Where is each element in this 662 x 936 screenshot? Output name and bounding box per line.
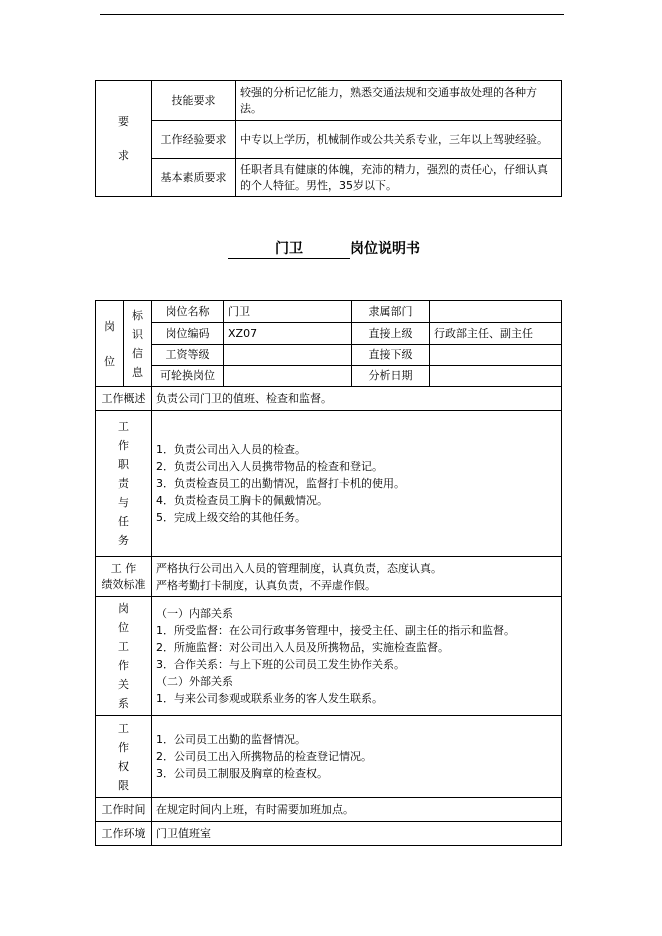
duties-label: 工 作 职 责 与 任 务 — [96, 411, 152, 557]
worktime-value: 在规定时间内上班，有时需要加班加点。 — [152, 798, 562, 822]
grade-label: 工资等级 — [152, 345, 224, 366]
list-item: 1．公司员工出勤的监督情况。 — [156, 733, 306, 746]
list-item: 2．所施监督：对公司出入人员及所携物品，实施检查监督。 — [156, 641, 449, 654]
list-item: 5．完成上级交给的其他任务。 — [156, 511, 306, 524]
relations-label: 岗 位 工 作 关 系 — [96, 597, 152, 716]
authority-list — [152, 716, 562, 798]
requirements-label: 要 求 — [96, 81, 152, 197]
info-group-label: 岗 位 — [96, 301, 124, 387]
list-item: 3．负责检查员工的出勤情况，监督打卡机的使用。 — [156, 477, 405, 490]
rotate-value — [224, 366, 352, 387]
skill-value: 较强的分析记忆能力，熟悉交通法规和交通事故处理的各种方法。 — [236, 81, 562, 121]
list-item: 1．负责公司出入人员的检查。 — [156, 443, 306, 456]
environment-value: 门卫值班室 — [152, 822, 562, 846]
requirements-table — [95, 80, 562, 197]
relations-list — [152, 597, 562, 716]
overview-value: 负责公司门卫的值班、检查和监督。 — [152, 387, 562, 411]
code-value: XZ07 — [224, 323, 352, 345]
list-item: 1．与来公司参观或联系业务的客人发生联系。 — [156, 692, 383, 705]
superior-label: 直接上级 — [352, 323, 430, 345]
date-value — [430, 366, 562, 387]
skill-label: 技能要求 — [152, 81, 236, 121]
duties-list — [152, 411, 562, 557]
rotate-label: 可轮换岗位 — [152, 366, 224, 387]
name-value: 门卫 — [224, 301, 352, 323]
list-item: 严格考勤打卡制度，认真负责，不弄虚作假。 — [156, 578, 376, 592]
list-item: 2．负责公司出入人员携带物品的检查和登记。 — [156, 460, 383, 473]
list-item: 3．合作关系：与上下班的公司员工发生协作关系。 — [156, 658, 405, 671]
grade-value — [224, 345, 352, 366]
header-rule — [100, 14, 564, 15]
list-item: 3．公司员工制服及胸章的检查权。 — [156, 767, 328, 780]
list-item: 1．所受监督：在公司行政事务管理中，接受主任、副主任的指示和监督。 — [156, 624, 515, 637]
environment-label: 工作环境 — [96, 822, 152, 846]
quality-value: 任职者具有健康的体魄，充沛的精力，强烈的责任心，仔细认真的个人特征。男性，35岁以下。 — [236, 159, 562, 197]
section-title: （一）内部关系 — [156, 607, 233, 620]
list-item: 严格执行公司出入人员的管理制度，认真负责，态度认真。 — [156, 561, 442, 575]
subordinate-label: 直接下级 — [352, 345, 430, 366]
overview-label: 工作概述 — [96, 387, 152, 411]
code-label: 岗位编码 — [152, 323, 224, 345]
quality-label: 基本素质要求 — [152, 159, 236, 197]
list-item: 4．负责检查员工胸卡的佩戴情况。 — [156, 494, 328, 507]
job-description-table — [95, 300, 562, 846]
name-label: 岗位名称 — [152, 301, 224, 323]
page-title — [228, 238, 528, 259]
experience-value: 中专以上学历，机械制作或公共关系专业，三年以上驾驶经验。 — [236, 121, 562, 159]
worktime-label: 工作时间 — [96, 798, 152, 822]
title-position: 门卫 — [228, 238, 350, 259]
date-label: 分析日期 — [352, 366, 430, 387]
subordinate-value — [430, 345, 562, 366]
info-sub-label: 标 识 信 息 — [124, 301, 152, 387]
dept-value — [430, 301, 562, 323]
superior-value: 行政部主任、副主任 — [430, 323, 562, 345]
experience-label: 工作经验要求 — [152, 121, 236, 159]
list-item: 2．公司员工出入所携物品的检查登记情况。 — [156, 750, 372, 763]
authority-label: 工 作 权 限 — [96, 716, 152, 798]
section-title: （二）外部关系 — [156, 675, 233, 688]
performance-label: 工 作 绩效标准 — [96, 557, 152, 597]
title-suffix: 岗位说明书 — [350, 241, 420, 257]
dept-label: 隶属部门 — [352, 301, 430, 323]
performance-list — [152, 557, 562, 597]
